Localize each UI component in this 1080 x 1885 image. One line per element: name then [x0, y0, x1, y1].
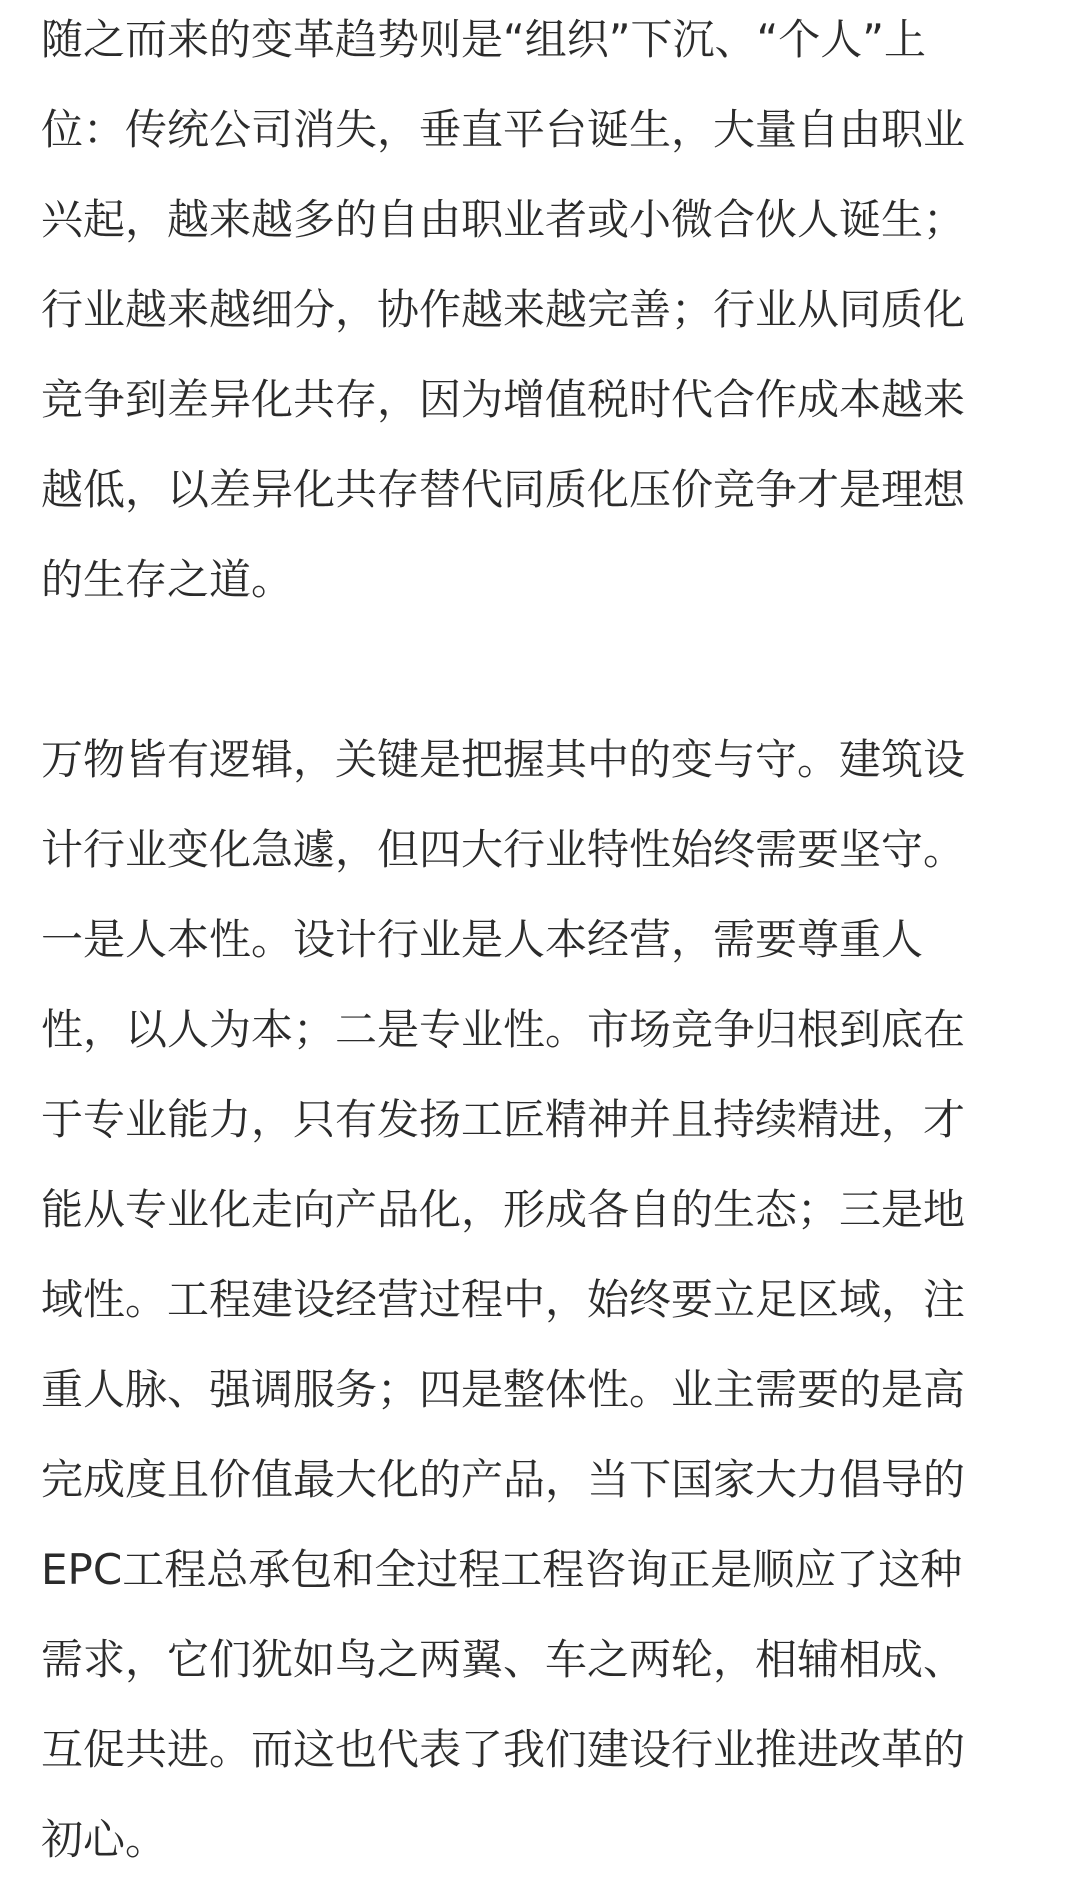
text-line: 需求，它们犹如鸟之两翼、车之两轮，相辅相成、: [41, 1635, 966, 1684]
text-line: 一是人本性。设计行业是人本经营，需要尊重人: [41, 915, 924, 964]
paragraph-trend: [41, 0, 965, 625]
text-line: 重人脉、强调服务；四是整体性。业主需要的是高: [41, 1365, 966, 1414]
text-line: 初心。: [41, 1815, 168, 1864]
text-line: 随之而来的变革趋势则是“组织”下沉、“个人”上: [41, 15, 927, 64]
text-line: 能从专业化走向产品化，形成各自的生态；三是地: [41, 1185, 966, 1234]
text-line: 域性。工程建设经营过程中，始终要立足区域，注: [41, 1275, 966, 1324]
text-line: 完成度且价值最大化的产品，当下国家大力倡导的: [41, 1455, 966, 1504]
text-line: 的生存之道。: [41, 555, 294, 604]
text-line: 竞争到差异化共存，因为增值税时代合作成本越来: [41, 375, 966, 424]
text-line: 于专业能力，只有发扬工匠精神并且持续精进，才: [41, 1095, 966, 1144]
text-line: 行业越来越细分，协作越来越完善；行业从同质化: [41, 285, 966, 334]
text-line: 万物皆有逻辑，关键是把握其中的变与守。建筑设: [41, 735, 966, 784]
text-line: 位：传统公司消失，垂直平台诞生，大量自由职业: [41, 105, 966, 154]
text-line: 越低，以差异化共存替代同质化压价竞争才是理想: [41, 465, 966, 514]
text-line: 互促共进。而这也代表了我们建设行业推进改革的: [41, 1725, 966, 1774]
paragraph-industry-traits: [41, 715, 965, 1885]
text-line: 性，以人为本；二是专业性。市场竞争归根到底在: [41, 1005, 966, 1054]
text-line: EPC工程总承包和全过程工程咨询正是顺应了这种: [41, 1545, 963, 1594]
text-line: 兴起，越来越多的自由职业者或小微合伙人诞生；: [41, 195, 966, 244]
text-line: 计行业变化急遽，但四大行业特性始终需要坚守。: [41, 825, 966, 874]
